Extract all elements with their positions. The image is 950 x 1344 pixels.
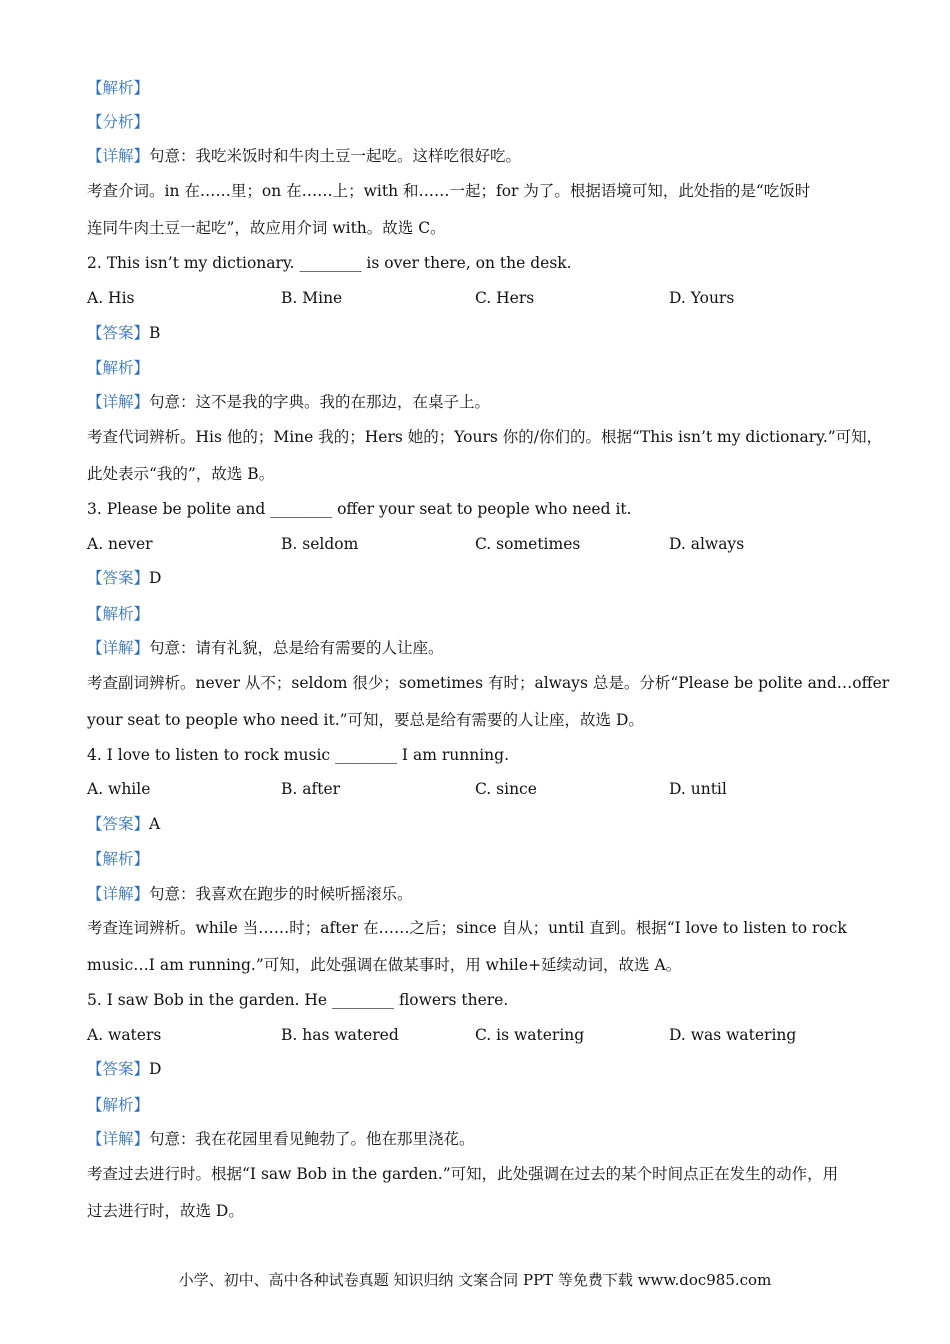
text-line	[87, 1201, 244, 1221]
text-line	[87, 918, 847, 938]
section-tag: 【答案】	[87, 1060, 150, 1078]
line-text: 考查介词。in 在……里；on 在……上；with 和……一起；for 为了。根据语境可知，此处指的是“吃饭时	[87, 182, 811, 200]
section-tag: 【答案】	[87, 569, 150, 587]
option-d: D. until	[669, 780, 727, 798]
section-tag: 【详解】	[87, 147, 150, 165]
text-line	[87, 990, 508, 1010]
line-text: 句意：我喜欢在跑步的时候听摇滚乐。	[149, 885, 413, 903]
answer-options	[87, 288, 867, 308]
text-line	[87, 464, 274, 484]
text-line	[87, 710, 644, 730]
line-text: 2. This isn’t my dictionary. ________ is over there, on the desk.	[87, 254, 572, 272]
line-text: 考查过去进行时。根据“I saw Bob in the garden.”可知，此处强调在过去的某个时间点正在发生的动作，用	[87, 1165, 839, 1183]
section-line	[87, 358, 149, 378]
option-c: C. sometimes	[475, 535, 581, 553]
text-line	[87, 955, 681, 975]
option-d: D. always	[669, 535, 745, 553]
section-tag: 【详解】	[87, 885, 150, 903]
section-line	[87, 78, 149, 98]
section-line	[87, 884, 413, 904]
option-b: B. Mine	[281, 289, 343, 307]
section-tag: 【详解】	[87, 393, 150, 411]
option-b: B. has watered	[281, 1026, 399, 1044]
section-line	[87, 814, 160, 834]
line-text: 3. Please be polite and ________ offer your seat to people who need it.	[87, 500, 632, 518]
text-line	[87, 1164, 838, 1184]
option-c: C. since	[475, 780, 537, 798]
line-text: D	[149, 1060, 162, 1078]
text-line	[87, 253, 572, 273]
answer-options	[87, 779, 867, 799]
text-line	[87, 499, 632, 519]
line-text: 此处表示“我的”，故选 B。	[87, 465, 275, 483]
section-line	[87, 638, 444, 658]
option-d: D. Yours	[669, 289, 735, 307]
option-a: A. while	[87, 780, 151, 798]
line-text: B	[149, 324, 161, 342]
text-line	[87, 427, 882, 447]
section-line	[87, 568, 161, 588]
option-c: C. Hers	[475, 289, 535, 307]
option-a: A. never	[87, 535, 153, 553]
option-d: D. was watering	[669, 1026, 797, 1044]
option-a: A. His	[87, 289, 135, 307]
line-text: A	[149, 815, 161, 833]
section-tag: 【详解】	[87, 639, 150, 657]
section-line	[87, 392, 490, 412]
line-text: 句意：我吃米饭时和牛肉土豆一起吃。这样吃很好吃。	[149, 147, 522, 165]
section-tag: 【解析】	[87, 850, 150, 868]
section-line	[87, 1129, 475, 1149]
section-tag: 【解析】	[87, 359, 150, 377]
section-tag: 【答案】	[87, 324, 150, 342]
text-line	[87, 745, 509, 765]
section-line	[87, 1059, 161, 1079]
line-text: your seat to people who need it.”可知，要总是给有需要的人让座，故选 D。	[87, 711, 644, 729]
line-text: D	[149, 569, 162, 587]
section-tag: 【解析】	[87, 79, 150, 97]
line-text: music…I am running.”可知，此处强调在做某事时，用 while+延续动词，故选 A。	[87, 956, 682, 974]
section-line	[87, 604, 149, 624]
line-text: 5. I saw Bob in the garden. He ________ flowers there.	[87, 991, 509, 1009]
line-text: 连同牛肉土豆一起吃”，故应用介词 with。故选 C。	[87, 219, 446, 237]
section-line	[87, 849, 149, 869]
option-c: C. is watering	[475, 1026, 585, 1044]
text-line	[87, 218, 446, 238]
option-a: A. waters	[87, 1026, 162, 1044]
answer-options	[87, 534, 867, 554]
section-line	[87, 112, 149, 132]
line-text: 考查连词辨析。while 当……时；after 在……之后；since 自从；until 直到。根据“I love to listen to rock	[87, 919, 847, 937]
page-footer: 小学、初中、高中各种试卷真题 知识归纳 文案合同 PPT 等免费下载 www.doc985.com	[178, 1271, 772, 1289]
line-text: 考查副词辨析。never 从不；seldom 很少；sometimes 有时；always 总是。分析“Please be polite and…offer	[87, 674, 890, 692]
line-text: 句意：这不是我的字典。我的在那边，在桌子上。	[149, 393, 491, 411]
section-tag: 【详解】	[87, 1130, 150, 1148]
section-tag: 【答案】	[87, 815, 150, 833]
option-b: B. seldom	[281, 535, 359, 553]
section-tag: 【解析】	[87, 1096, 150, 1114]
text-line	[87, 181, 810, 201]
section-tag: 【分析】	[87, 113, 150, 131]
answer-options	[87, 1025, 867, 1045]
line-text: 句意：我在花园里看见鲍勃了。他在那里浇花。	[149, 1130, 475, 1148]
line-text: 考查代词辨析。His 他的；Mine 我的；Hers 她的；Yours 你的/你们的。根据“This isn’t my dictionary.”可知，	[87, 428, 883, 446]
section-line	[87, 1095, 149, 1115]
option-b: B. after	[281, 780, 341, 798]
line-text: 过去进行时，故选 D。	[87, 1202, 244, 1220]
line-text: 4. I love to listen to rock music ________ I am running.	[87, 746, 509, 764]
section-tag: 【解析】	[87, 605, 150, 623]
section-line	[87, 323, 160, 343]
section-line	[87, 146, 521, 166]
line-text: 句意：请有礼貌，总是给有需要的人让座。	[149, 639, 444, 657]
text-line	[87, 673, 889, 693]
